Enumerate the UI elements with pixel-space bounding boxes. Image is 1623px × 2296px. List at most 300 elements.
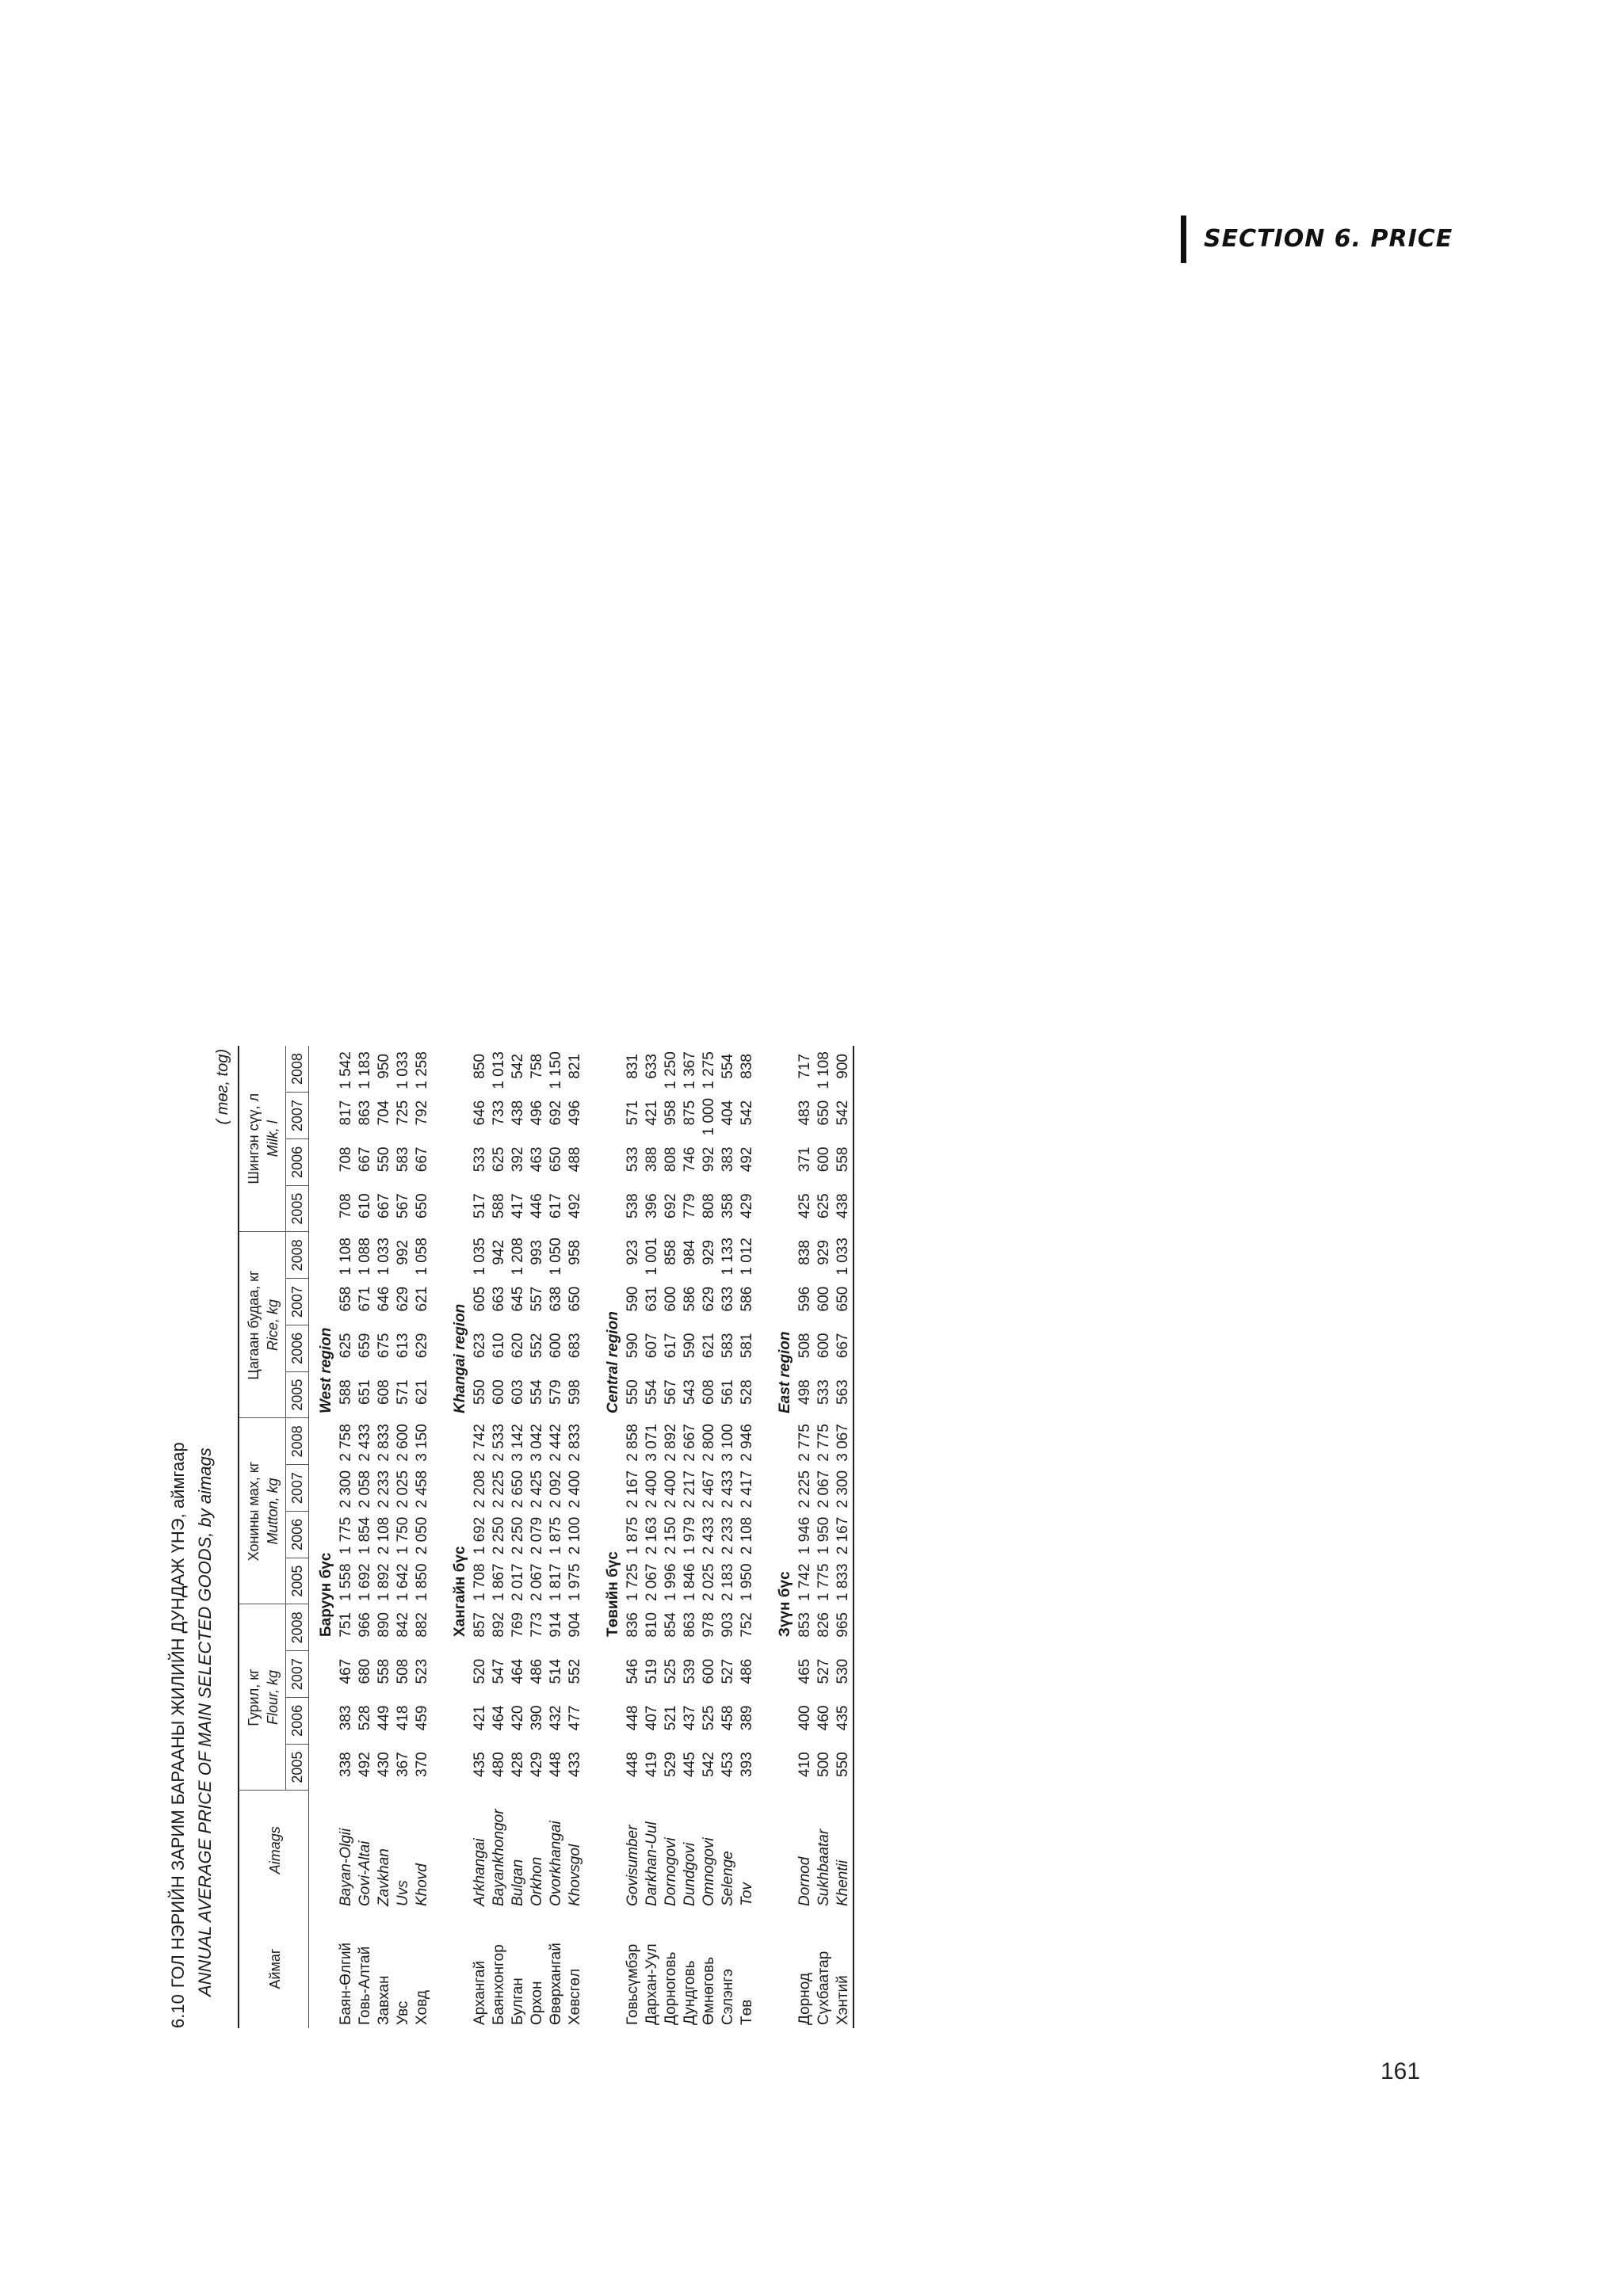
table-row: [796, 1046, 815, 2028]
price-cell: 2 425: [529, 1470, 545, 1508]
price-cell: 650: [567, 1286, 583, 1312]
price-cell: 629: [701, 1286, 717, 1312]
price-cell: 692: [663, 1193, 679, 1219]
aimag-name-en: Bayan-Olgii: [338, 1828, 354, 1906]
price-cell: 598: [567, 1379, 583, 1405]
price-cell: 890: [376, 1612, 392, 1638]
price-cell: 929: [701, 1240, 717, 1265]
price-cell: 581: [739, 1333, 755, 1359]
price-cell: 358: [720, 1193, 736, 1219]
price-cell: 492: [739, 1146, 755, 1173]
table-row: [738, 1046, 757, 2028]
price-cell: 2 092: [548, 1470, 564, 1508]
price-cell: 746: [682, 1146, 698, 1173]
price-cell: 1 642: [395, 1563, 411, 1601]
price-cell: 419: [643, 1752, 660, 1777]
price-cell: 2 533: [491, 1424, 507, 1462]
price-cell: 993: [529, 1240, 545, 1265]
price-cell: 1 846: [682, 1563, 698, 1601]
year-header: 2005: [286, 1744, 309, 1791]
price-cell: 671: [357, 1286, 373, 1312]
price-cell: 432: [548, 1705, 564, 1731]
table-row: [700, 1046, 719, 2028]
col-aimag-mn: Аймаг: [239, 1909, 309, 2028]
price-cell: 433: [567, 1752, 583, 1777]
price-cell: 519: [643, 1658, 660, 1684]
price-cell: 608: [376, 1379, 392, 1405]
price-cell: 370: [414, 1752, 430, 1777]
region-name-mn: Хангайн бүс: [452, 1546, 468, 1637]
price-cell: 2 225: [491, 1470, 507, 1508]
price-cell: 2 108: [376, 1516, 392, 1555]
price-cell: 779: [682, 1193, 698, 1219]
price-cell: 733: [491, 1100, 507, 1126]
price-cell: 496: [529, 1100, 545, 1126]
price-cell: 854: [663, 1612, 679, 1638]
price-cell: 667: [414, 1146, 430, 1173]
price-cell: 2 067: [529, 1563, 545, 1601]
price-cell: 546: [624, 1658, 641, 1684]
price-cell: 914: [548, 1612, 564, 1638]
price-cell: 438: [510, 1100, 526, 1126]
price-cell: 708: [338, 1146, 354, 1173]
price-cell: 2 167: [834, 1512, 854, 1558]
price-cell: 552: [529, 1333, 545, 1359]
price-cell: 2 233: [720, 1516, 736, 1555]
price-cell: 863: [357, 1100, 373, 1126]
price-cell: 453: [720, 1752, 736, 1777]
price-cell: 683: [567, 1333, 583, 1359]
price-cell: 2 775: [815, 1424, 832, 1462]
price-cell: 530: [834, 1651, 854, 1698]
price-cell: 388: [643, 1146, 660, 1173]
price-cell: 600: [701, 1658, 717, 1684]
table-row: [509, 1046, 528, 2028]
table-row: [337, 1046, 356, 2028]
price-cell: 448: [624, 1705, 641, 1731]
aimag-name-en: Khovsgol: [567, 1844, 583, 1906]
aimag-name-mn: Хөвсгөл: [567, 1968, 583, 2025]
price-cell: 2 025: [701, 1563, 717, 1601]
price-cell: 533: [472, 1146, 488, 1173]
price-cell: 567: [663, 1379, 679, 1405]
region-header-row: [309, 1046, 338, 2028]
table-row: [547, 1046, 566, 2028]
price-cell: 758: [529, 1054, 545, 1079]
price-cell: 583: [720, 1333, 736, 1359]
aimag-name-en: Selenge: [720, 1851, 736, 1906]
price-cell: 2 300: [834, 1465, 854, 1512]
group-header-en: Flour, kg: [265, 1669, 281, 1726]
price-cell: 923: [624, 1240, 641, 1265]
year-header: 2006: [286, 1139, 309, 1186]
price-cell: 950: [376, 1054, 392, 1079]
price-cell: 3 067: [834, 1418, 854, 1465]
price-cell: 617: [548, 1193, 564, 1219]
price-cell: 650: [414, 1193, 430, 1219]
price-cell: 1 033: [376, 1238, 392, 1276]
price-cell: 2 208: [472, 1470, 488, 1508]
year-header: 2005: [286, 1558, 309, 1604]
aimag-name-en: Darkhan-Uul: [643, 1821, 660, 1906]
price-cell: 492: [567, 1193, 583, 1219]
price-cell: 496: [567, 1100, 583, 1126]
price-cell: 717: [796, 1054, 813, 1079]
price-cell: 571: [395, 1379, 411, 1405]
price-cell: 904: [567, 1612, 583, 1638]
price-cell: 463: [529, 1146, 545, 1173]
price-cell: 429: [739, 1193, 755, 1219]
price-cell: 449: [376, 1705, 392, 1731]
price-cell: 542: [510, 1054, 526, 1079]
table-row: [815, 1046, 834, 2028]
aimag-name-mn: Төв: [739, 1999, 755, 2025]
price-cell: 1 001: [643, 1238, 660, 1276]
price-cell: 645: [510, 1286, 526, 1312]
rotated-table-page: [166, 1046, 1292, 2028]
year-header: 2007: [286, 1093, 309, 1139]
year-header: 2008: [286, 1418, 309, 1465]
price-cell: 383: [338, 1705, 354, 1731]
price-cell: 633: [720, 1286, 736, 1312]
group-header-en: Rice, kg: [265, 1299, 281, 1352]
price-cell: 675: [376, 1333, 392, 1359]
price-cell: 631: [643, 1286, 660, 1312]
price-cell: 3 071: [643, 1424, 660, 1462]
price-cell: 1 854: [357, 1516, 373, 1555]
price-cell: 858: [663, 1240, 679, 1265]
price-cell: 435: [834, 1698, 854, 1745]
price-cell: 621: [701, 1333, 717, 1359]
table-title-en: ANNUAL AVERAGE PRICE OF MAIN SELECTED GOODS, by aimags: [195, 1447, 215, 1997]
price-cell: 1 875: [624, 1516, 641, 1555]
price-cell: 2 433: [357, 1424, 373, 1462]
aimag-name-en: Govi-Altai: [357, 1840, 373, 1906]
aimag-name-mn: Говьсүмбэр: [624, 1943, 641, 2025]
price-cell: 1 775: [338, 1516, 354, 1555]
price-cell: 528: [357, 1705, 373, 1731]
year-header: 2006: [286, 1512, 309, 1558]
price-cell: 460: [815, 1705, 832, 1731]
price-cell: 2 667: [682, 1424, 698, 1462]
price-cell: 600: [815, 1286, 832, 1312]
price-cell: 1 108: [815, 1051, 832, 1089]
group-header-mn: Шингэн сүү, л: [246, 1093, 262, 1184]
price-cell: 383: [720, 1146, 736, 1173]
price-cell: 2 742: [472, 1424, 488, 1462]
price-cell: 1 183: [357, 1051, 373, 1089]
unit-label: ( төг, tog): [214, 1049, 231, 1125]
price-cell: 521: [663, 1705, 679, 1731]
price-cell: 554: [643, 1379, 660, 1405]
aimag-name-mn: Орхон: [529, 1981, 545, 2025]
price-cell: 2 250: [510, 1516, 526, 1555]
aimag-name-en: Omnogovi: [701, 1837, 717, 1906]
price-cell: 1 258: [414, 1051, 430, 1089]
table-row: [394, 1046, 413, 2028]
price-cell: 435: [472, 1752, 488, 1777]
price-cell: 958: [567, 1240, 583, 1265]
price-cell: 1 833: [834, 1558, 854, 1604]
aimag-name-en: Uvs: [395, 1880, 411, 1906]
price-cell: 396: [643, 1193, 660, 1219]
price-cell: 650: [548, 1146, 564, 1173]
price-cell: 600: [815, 1333, 832, 1359]
price-cell: 1 979: [682, 1516, 698, 1555]
price-cell: 651: [357, 1379, 373, 1405]
region-name-en: Khangai region: [452, 1303, 468, 1413]
price-cell: 625: [491, 1146, 507, 1173]
table-row: [681, 1046, 700, 2028]
price-cell: 525: [701, 1705, 717, 1731]
price-cell: 543: [682, 1379, 698, 1405]
price-cell: 1 088: [357, 1238, 373, 1276]
price-cell: 392: [510, 1146, 526, 1173]
price-cell: 542: [701, 1752, 717, 1777]
price-cell: 528: [739, 1379, 755, 1405]
price-cell: 600: [548, 1333, 564, 1359]
price-cell: 464: [491, 1705, 507, 1731]
price-cell: 430: [376, 1752, 392, 1777]
aimag-name-mn: Сэлэнгэ: [720, 1969, 736, 2025]
price-cell: 508: [395, 1658, 411, 1684]
price-cell: 542: [739, 1100, 755, 1126]
price-cell: 590: [682, 1333, 698, 1359]
aimag-name-mn: Архангай: [472, 1960, 488, 2025]
price-cell: 563: [834, 1371, 854, 1418]
price-cell: 1 708: [472, 1563, 488, 1601]
price-cell: 1 000: [701, 1097, 717, 1136]
price-cell: 992: [701, 1146, 717, 1173]
region-header-row: [768, 1046, 796, 2028]
price-cell: 1 133: [720, 1238, 736, 1276]
price-cell: 558: [376, 1658, 392, 1684]
price-cell: 2 892: [663, 1424, 679, 1462]
price-cell: 525: [663, 1658, 679, 1684]
price-cell: 389: [739, 1705, 755, 1731]
price-cell: 600: [663, 1286, 679, 1312]
table-row: [719, 1046, 738, 2028]
price-cell: 550: [834, 1744, 854, 1791]
price-cell: 533: [624, 1146, 641, 1173]
aimag-name-en: Bulgan: [510, 1859, 526, 1906]
price-cell: 486: [739, 1658, 755, 1684]
price-cell: 1 867: [491, 1563, 507, 1601]
price-cell: 567: [395, 1193, 411, 1219]
price-cell: 608: [701, 1379, 717, 1405]
price-cell: 1 996: [663, 1563, 679, 1601]
price-cell: 2 225: [796, 1470, 813, 1508]
aimag-name-mn: Завхан: [376, 1975, 392, 2025]
price-cell: 486: [529, 1658, 545, 1684]
aimag-name-mn: Өмнөговь: [701, 1957, 717, 2025]
price-cell: 588: [491, 1193, 507, 1219]
price-cell: 533: [815, 1379, 832, 1405]
year-header: 2008: [286, 1046, 309, 1093]
price-cell: 3 142: [510, 1424, 526, 1462]
price-cell: 438: [834, 1185, 854, 1232]
price-cell: 646: [472, 1100, 488, 1126]
price-cell: 2 400: [643, 1470, 660, 1508]
price-cell: 448: [624, 1752, 641, 1777]
price-cell: 1 035: [472, 1238, 488, 1276]
price-cell: 769: [510, 1612, 526, 1638]
price-cell: 821: [567, 1054, 583, 1079]
price-cell: 445: [682, 1752, 698, 1777]
price-cell: 667: [376, 1193, 392, 1219]
price-cell: 1 750: [395, 1516, 411, 1555]
price-cell: 658: [338, 1286, 354, 1312]
price-cell: 2 650: [510, 1470, 526, 1508]
region-name-en: Central region: [605, 1311, 621, 1413]
table-row: [356, 1046, 375, 2028]
price-cell: 810: [643, 1612, 660, 1638]
price-cell: 650: [815, 1100, 832, 1126]
table-row: [566, 1046, 585, 2028]
price-cell: 1 975: [567, 1563, 583, 1601]
price-cell: 853: [796, 1612, 813, 1638]
price-cell: 1 108: [338, 1238, 354, 1276]
price-cell: 2 858: [624, 1424, 641, 1462]
price-cell: 613: [395, 1333, 411, 1359]
price-cell: 2 300: [338, 1470, 354, 1508]
price-cell: 458: [720, 1705, 736, 1731]
table-row: [375, 1046, 394, 2028]
table-row: [471, 1046, 490, 2028]
aimag-name-mn: Дорноговь: [663, 1951, 679, 2025]
price-cell: 625: [338, 1333, 354, 1359]
price-cell: 558: [834, 1139, 854, 1186]
price-cell: 500: [815, 1752, 832, 1777]
group-header-mn: Цагаан будаа, кг: [246, 1270, 262, 1380]
price-cell: 2 600: [395, 1424, 411, 1462]
aimag-name-en: Zavkhan: [376, 1848, 392, 1906]
price-cell: 2 108: [739, 1516, 755, 1555]
price-cell: 1 558: [338, 1563, 354, 1601]
price-cell: 417: [510, 1193, 526, 1219]
aimag-name-mn: Хэнтий: [834, 1909, 854, 2028]
year-header: 2007: [286, 1279, 309, 1325]
price-cell: 520: [472, 1658, 488, 1684]
price-cell: 836: [624, 1612, 641, 1638]
price-cell: 2 050: [414, 1516, 430, 1555]
aimag-name-en: Dornogovi: [663, 1837, 679, 1906]
price-cell: 1 250: [663, 1051, 679, 1089]
price-cell: 751: [338, 1612, 354, 1638]
price-cell: 550: [624, 1379, 641, 1405]
year-header: 2007: [286, 1465, 309, 1512]
price-cell: 1 208: [510, 1238, 526, 1276]
price-cell: 850: [472, 1054, 488, 1079]
price-cell: 1 742: [796, 1563, 813, 1601]
price-cell: 2 067: [815, 1470, 832, 1508]
price-cell: 550: [472, 1379, 488, 1405]
year-header: 2006: [286, 1698, 309, 1745]
region-name-mn: Баруун бүс: [318, 1552, 334, 1637]
price-cell: 550: [376, 1146, 392, 1173]
price-cell: 629: [414, 1333, 430, 1359]
price-cell: 425: [796, 1193, 813, 1219]
price-cell: 483: [796, 1100, 813, 1126]
price-cell: 826: [815, 1612, 832, 1638]
price-cell: 586: [682, 1286, 698, 1312]
aimag-name-en: Khovd: [414, 1863, 430, 1906]
price-cell: 2 833: [567, 1424, 583, 1462]
price-cell: 2 417: [739, 1470, 755, 1508]
aimag-name-en: Dundgovi: [682, 1842, 698, 1906]
year-header: 2008: [286, 1604, 309, 1651]
price-cell: 1 950: [739, 1563, 755, 1601]
price-cell: 958: [663, 1100, 679, 1126]
price-cell: 428: [510, 1752, 526, 1777]
price-cell: 663: [491, 1286, 507, 1312]
price-cell: 2 800: [701, 1424, 717, 1462]
price-cell: 600: [491, 1379, 507, 1405]
price-cell: 610: [357, 1193, 373, 1219]
price-cell: 752: [739, 1612, 755, 1638]
price-cell: 404: [720, 1100, 736, 1126]
price-cell: 965: [834, 1604, 854, 1651]
price-cell: 583: [395, 1146, 411, 1173]
price-cell: 561: [720, 1379, 736, 1405]
price-cell: 607: [643, 1333, 660, 1359]
aimag-name-en: Arkhangai: [472, 1838, 488, 1906]
region-name-mn: Зүүн бүс: [777, 1571, 793, 1637]
price-cell: 1 817: [548, 1563, 564, 1601]
region-header-row: [596, 1046, 624, 2028]
price-cell: 527: [720, 1658, 736, 1684]
price-cell: 523: [414, 1658, 430, 1684]
price-cell: 667: [834, 1325, 854, 1372]
price-cell: 605: [472, 1286, 488, 1312]
price-cell: 554: [529, 1379, 545, 1405]
table-title-mn: ГОЛ НЭРИЙН ЗАРИМ БАРААНЫ ЖИЛИЙН ДУНДАЖ ҮНЭ, аймгаар: [168, 1442, 188, 1989]
year-header: 2005: [286, 1185, 309, 1232]
price-cell: 1 725: [624, 1563, 641, 1601]
price-cell: 650: [834, 1279, 854, 1325]
price-cell: 465: [796, 1658, 813, 1684]
price-cell: 2 233: [376, 1470, 392, 1508]
price-cell: 625: [815, 1193, 832, 1219]
price-cell: 446: [529, 1193, 545, 1219]
price-cell: 542: [834, 1093, 854, 1139]
aimag-name-mn: Дархан-Уул: [643, 1943, 660, 2025]
price-cell: 547: [491, 1658, 507, 1684]
price-cell: 448: [548, 1752, 564, 1777]
price-cell: 2 433: [720, 1470, 736, 1508]
page-number: 161: [1381, 2058, 1421, 2084]
price-cell: 1 946: [796, 1516, 813, 1555]
price-table: [238, 1046, 854, 2028]
price-cell: 942: [491, 1240, 507, 1265]
price-cell: 1 692: [357, 1563, 373, 1601]
price-cell: 1 013: [491, 1051, 507, 1089]
table-row: [624, 1046, 643, 2028]
aimag-name-en: Bayankhongor: [491, 1809, 507, 1906]
price-cell: 2 150: [663, 1516, 679, 1555]
group-header-mn: Гурил, кг: [246, 1669, 262, 1726]
price-cell: 863: [682, 1612, 698, 1638]
price-cell: 588: [338, 1379, 354, 1405]
group-header-en: Mutton, kg: [265, 1478, 281, 1545]
price-cell: 571: [624, 1100, 641, 1126]
price-cell: 708: [338, 1193, 354, 1219]
price-cell: 603: [510, 1379, 526, 1405]
price-cell: 3 150: [414, 1424, 430, 1462]
price-cell: 600: [815, 1146, 832, 1173]
aimag-name-mn: Говь-Алтай: [357, 1946, 373, 2025]
group-header-en: Milk, l: [265, 1120, 281, 1158]
